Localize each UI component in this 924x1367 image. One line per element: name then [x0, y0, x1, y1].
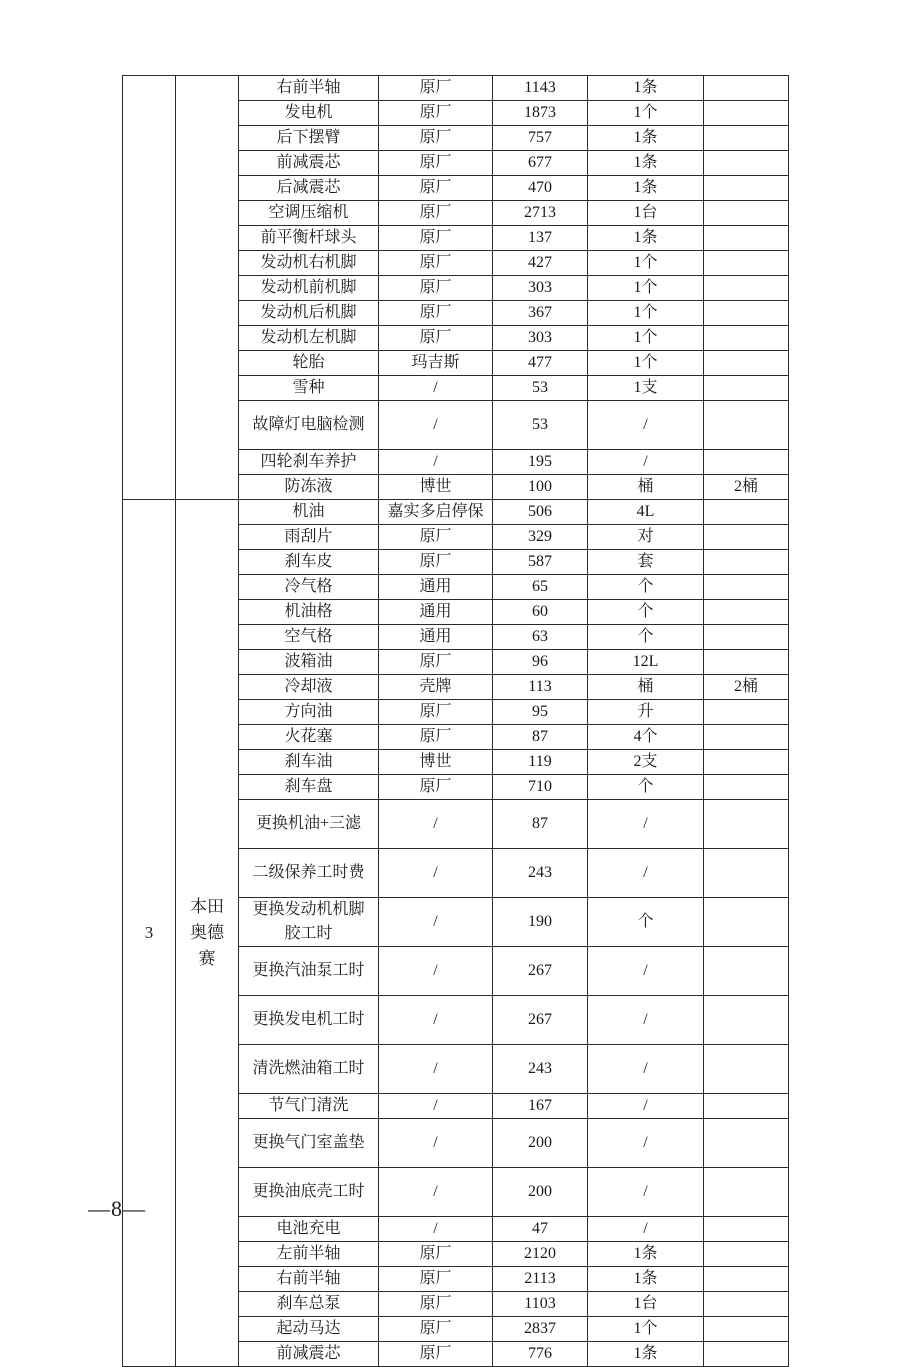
brand-cell: 原厂 [379, 1342, 493, 1367]
unit-cell: / [588, 450, 704, 475]
remark-cell [704, 1119, 789, 1168]
unit-cell: 1个 [588, 301, 704, 326]
brand-cell: 通用 [379, 575, 493, 600]
remark-cell [704, 151, 789, 176]
price-cell: 470 [493, 176, 588, 201]
row-index [123, 76, 176, 500]
price-cell: 1103 [493, 1292, 588, 1317]
unit-cell: / [588, 1168, 704, 1217]
remark-cell [704, 450, 789, 475]
item-name-cell: 轮胎 [239, 351, 379, 376]
remark-cell [704, 650, 789, 675]
unit-cell: 1个 [588, 251, 704, 276]
remark-cell [704, 176, 789, 201]
price-cell: 113 [493, 675, 588, 700]
remark-cell [704, 126, 789, 151]
remark-cell [704, 525, 789, 550]
item-name-cell: 机油格 [239, 600, 379, 625]
price-cell: 200 [493, 1168, 588, 1217]
remark-cell [704, 401, 789, 450]
brand-cell: 原厂 [379, 1242, 493, 1267]
unit-cell: 4个 [588, 725, 704, 750]
remark-cell [704, 1242, 789, 1267]
item-name-cell: 发动机后机脚 [239, 301, 379, 326]
item-name-cell: 冷却液 [239, 675, 379, 700]
remark-cell [704, 1342, 789, 1367]
item-name-cell: 冷气格 [239, 575, 379, 600]
price-cell: 477 [493, 351, 588, 376]
remark-cell [704, 575, 789, 600]
unit-cell: 个 [588, 775, 704, 800]
item-name-cell: 四轮刹车养护 [239, 450, 379, 475]
brand-cell: 原厂 [379, 550, 493, 575]
price-cell: 367 [493, 301, 588, 326]
price-cell: 53 [493, 376, 588, 401]
price-cell: 1143 [493, 76, 588, 101]
unit-cell: / [588, 849, 704, 898]
price-cell: 63 [493, 625, 588, 650]
price-cell: 53 [493, 401, 588, 450]
unit-cell: 1台 [588, 1292, 704, 1317]
brand-cell: 原厂 [379, 650, 493, 675]
brand-cell: 博世 [379, 750, 493, 775]
price-cell: 776 [493, 1342, 588, 1367]
price-cell: 2837 [493, 1317, 588, 1342]
remark-cell [704, 1045, 789, 1094]
unit-cell: 12L [588, 650, 704, 675]
brand-cell: 原厂 [379, 201, 493, 226]
item-name-cell: 更换发动机机脚胶工时 [239, 898, 379, 947]
unit-cell: 4L [588, 500, 704, 525]
item-name-cell: 更换气门室盖垫 [239, 1119, 379, 1168]
brand-cell: 原厂 [379, 326, 493, 351]
price-cell: 427 [493, 251, 588, 276]
item-name-cell: 方向油 [239, 700, 379, 725]
brand-cell: / [379, 947, 493, 996]
price-cell: 195 [493, 450, 588, 475]
brand-cell: 原厂 [379, 251, 493, 276]
item-name-cell: 后减震芯 [239, 176, 379, 201]
brand-cell: 嘉实多启停保 [379, 500, 493, 525]
item-name-cell: 机油 [239, 500, 379, 525]
brand-cell: / [379, 401, 493, 450]
brand-cell: 原厂 [379, 76, 493, 101]
item-name-cell: 右前半轴 [239, 1267, 379, 1292]
unit-cell: / [588, 401, 704, 450]
price-cell: 267 [493, 947, 588, 996]
brand-cell: 原厂 [379, 126, 493, 151]
brand-cell: 壳牌 [379, 675, 493, 700]
price-cell: 87 [493, 800, 588, 849]
brand-cell: 原厂 [379, 725, 493, 750]
unit-cell: 1条 [588, 226, 704, 251]
brand-cell: / [379, 1168, 493, 1217]
item-name-cell: 右前半轴 [239, 76, 379, 101]
price-cell: 710 [493, 775, 588, 800]
remark-cell [704, 76, 789, 101]
brand-cell: 原厂 [379, 1292, 493, 1317]
price-cell: 100 [493, 475, 588, 500]
item-name-cell: 空气格 [239, 625, 379, 650]
brand-cell: / [379, 376, 493, 401]
brand-cell: / [379, 1045, 493, 1094]
brand-cell: / [379, 1217, 493, 1242]
price-cell: 96 [493, 650, 588, 675]
item-name-cell: 防冻液 [239, 475, 379, 500]
price-cell: 60 [493, 600, 588, 625]
unit-cell: 套 [588, 550, 704, 575]
item-name-cell: 清洗燃油箱工时 [239, 1045, 379, 1094]
price-cell: 47 [493, 1217, 588, 1242]
remark-cell [704, 996, 789, 1045]
unit-cell: 升 [588, 700, 704, 725]
price-cell: 329 [493, 525, 588, 550]
unit-cell: 个 [588, 575, 704, 600]
remark-cell [704, 226, 789, 251]
unit-cell: / [588, 996, 704, 1045]
remark-cell [704, 1217, 789, 1242]
vehicle-model: 本田奥德赛 [176, 500, 239, 1367]
unit-cell: 1条 [588, 151, 704, 176]
brand-cell: 原厂 [379, 276, 493, 301]
price-cell: 167 [493, 1094, 588, 1119]
remark-cell [704, 1267, 789, 1292]
price-cell: 757 [493, 126, 588, 151]
price-cell: 303 [493, 276, 588, 301]
price-cell: 267 [493, 996, 588, 1045]
remark-cell [704, 849, 789, 898]
price-cell: 190 [493, 898, 588, 947]
remark-cell [704, 251, 789, 276]
unit-cell: 1条 [588, 176, 704, 201]
unit-cell: 对 [588, 525, 704, 550]
remark-cell [704, 101, 789, 126]
unit-cell: 1条 [588, 1242, 704, 1267]
remark-cell [704, 898, 789, 947]
price-cell: 677 [493, 151, 588, 176]
brand-cell: 原厂 [379, 176, 493, 201]
page-number: —8— [88, 1196, 146, 1221]
price-cell: 2113 [493, 1267, 588, 1292]
brand-cell: 通用 [379, 625, 493, 650]
item-name-cell: 更换发电机工时 [239, 996, 379, 1045]
price-cell: 243 [493, 849, 588, 898]
unit-cell: 个 [588, 600, 704, 625]
item-name-cell: 前减震芯 [239, 151, 379, 176]
brand-cell: 原厂 [379, 1267, 493, 1292]
vehicle-model [176, 76, 239, 500]
brand-cell: 博世 [379, 475, 493, 500]
unit-cell: / [588, 1217, 704, 1242]
unit-cell: 1个 [588, 1317, 704, 1342]
remark-cell [704, 1094, 789, 1119]
item-name-cell: 左前半轴 [239, 1242, 379, 1267]
remark-cell: 2桶 [704, 675, 789, 700]
brand-cell: 原厂 [379, 301, 493, 326]
brand-cell: 原厂 [379, 525, 493, 550]
table-row [123, 76, 789, 101]
brand-cell: 原厂 [379, 700, 493, 725]
remark-cell [704, 700, 789, 725]
remark-cell [704, 947, 789, 996]
unit-cell: 1条 [588, 76, 704, 101]
brand-cell: / [379, 450, 493, 475]
unit-cell: 个 [588, 625, 704, 650]
item-name-cell: 前平衡杆球头 [239, 226, 379, 251]
remark-cell [704, 600, 789, 625]
price-cell: 2120 [493, 1242, 588, 1267]
brand-cell: / [379, 849, 493, 898]
unit-cell: / [588, 1094, 704, 1119]
item-name-cell: 刹车油 [239, 750, 379, 775]
price-cell: 303 [493, 326, 588, 351]
brand-cell: / [379, 898, 493, 947]
unit-cell: 1个 [588, 276, 704, 301]
item-name-cell: 刹车总泵 [239, 1292, 379, 1317]
remark-cell [704, 550, 789, 575]
item-name-cell: 发电机 [239, 101, 379, 126]
item-name-cell: 火花塞 [239, 725, 379, 750]
unit-cell: 桶 [588, 475, 704, 500]
remark-cell [704, 750, 789, 775]
price-cell: 137 [493, 226, 588, 251]
unit-cell: / [588, 1045, 704, 1094]
price-table [122, 75, 789, 1367]
brand-cell: / [379, 996, 493, 1045]
remark-cell [704, 1168, 789, 1217]
brand-cell: 玛吉斯 [379, 351, 493, 376]
remark-cell [704, 1317, 789, 1342]
price-cell: 65 [493, 575, 588, 600]
price-cell: 1873 [493, 101, 588, 126]
price-cell: 200 [493, 1119, 588, 1168]
item-name-cell: 发动机右机脚 [239, 251, 379, 276]
item-name-cell: 后下摆臂 [239, 126, 379, 151]
brand-cell: 原厂 [379, 1317, 493, 1342]
price-cell: 587 [493, 550, 588, 575]
unit-cell: 1支 [588, 376, 704, 401]
remark-cell [704, 725, 789, 750]
item-name-cell: 空调压缩机 [239, 201, 379, 226]
item-name-cell: 雨刮片 [239, 525, 379, 550]
remark-cell [704, 301, 789, 326]
unit-cell: / [588, 1119, 704, 1168]
remark-cell [704, 625, 789, 650]
brand-cell: 通用 [379, 600, 493, 625]
table-row [123, 500, 789, 525]
remark-cell [704, 800, 789, 849]
price-cell: 243 [493, 1045, 588, 1094]
item-name-cell: 发动机前机脚 [239, 276, 379, 301]
item-name-cell: 刹车盘 [239, 775, 379, 800]
unit-cell: 1条 [588, 1342, 704, 1367]
unit-cell: 1条 [588, 126, 704, 151]
remark-cell [704, 376, 789, 401]
item-name-cell: 电池充电 [239, 1217, 379, 1242]
item-name-cell: 起动马达 [239, 1317, 379, 1342]
unit-cell: 1条 [588, 1267, 704, 1292]
brand-cell: / [379, 800, 493, 849]
item-name-cell: 发动机左机脚 [239, 326, 379, 351]
remark-cell [704, 276, 789, 301]
remark-cell [704, 500, 789, 525]
unit-cell: 1台 [588, 201, 704, 226]
price-cell: 119 [493, 750, 588, 775]
item-name-cell: 更换油底壳工时 [239, 1168, 379, 1217]
item-name-cell: 二级保养工时费 [239, 849, 379, 898]
price-cell: 95 [493, 700, 588, 725]
remark-cell [704, 326, 789, 351]
brand-cell: / [379, 1119, 493, 1168]
price-cell: 87 [493, 725, 588, 750]
brand-cell: 原厂 [379, 151, 493, 176]
brand-cell: 原厂 [379, 101, 493, 126]
unit-cell: 1个 [588, 326, 704, 351]
remark-cell [704, 1292, 789, 1317]
item-name-cell: 更换机油+三滤 [239, 800, 379, 849]
brand-cell: 原厂 [379, 226, 493, 251]
remark-cell: 2桶 [704, 475, 789, 500]
item-name-cell: 节气门清洗 [239, 1094, 379, 1119]
remark-cell [704, 351, 789, 376]
unit-cell: 2支 [588, 750, 704, 775]
remark-cell [704, 201, 789, 226]
item-name-cell: 前减震芯 [239, 1342, 379, 1367]
item-name-cell: 更换汽油泵工时 [239, 947, 379, 996]
item-name-cell: 雪种 [239, 376, 379, 401]
unit-cell: / [588, 947, 704, 996]
price-cell: 506 [493, 500, 588, 525]
brand-cell: 原厂 [379, 775, 493, 800]
item-name-cell: 故障灯电脑检测 [239, 401, 379, 450]
item-name-cell: 刹车皮 [239, 550, 379, 575]
unit-cell: 1个 [588, 101, 704, 126]
remark-cell [704, 775, 789, 800]
unit-cell: 1个 [588, 351, 704, 376]
brand-cell: / [379, 1094, 493, 1119]
unit-cell: / [588, 800, 704, 849]
row-index: 3 [123, 500, 176, 1367]
item-name-cell: 波箱油 [239, 650, 379, 675]
unit-cell: 桶 [588, 675, 704, 700]
unit-cell: 个 [588, 898, 704, 947]
price-cell: 2713 [493, 201, 588, 226]
